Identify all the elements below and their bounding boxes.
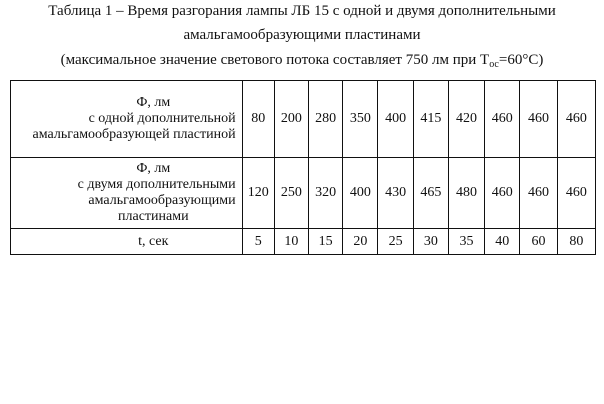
table-row bbox=[11, 81, 596, 158]
table-cell: 320 bbox=[309, 158, 343, 229]
caption-note-prefix: (максимальное значение светового потока составляет 750 лм при T bbox=[60, 52, 490, 68]
row-header-line: Ф, лм bbox=[136, 161, 171, 176]
table-cell: 15 bbox=[309, 229, 343, 255]
row-header-line: амальгамообразующими bbox=[88, 193, 236, 208]
table-cell: 120 bbox=[242, 158, 274, 229]
table-cell: 80 bbox=[557, 229, 595, 255]
row-header-one-plate bbox=[11, 81, 243, 158]
table-cell: 430 bbox=[378, 158, 413, 229]
row-header-line: с двумя дополнительными bbox=[77, 177, 236, 192]
table-cell: 350 bbox=[343, 81, 378, 158]
table-cell: 460 bbox=[485, 81, 520, 158]
table-cell: 480 bbox=[448, 158, 484, 229]
table-cell: 460 bbox=[485, 158, 520, 229]
row-header-line: t, сек bbox=[138, 233, 169, 249]
table-cell: 10 bbox=[274, 229, 308, 255]
row-header-line: Ф, лм bbox=[136, 95, 171, 110]
table-cell: 400 bbox=[343, 158, 378, 229]
table-cell: 280 bbox=[309, 81, 343, 158]
table-cell: 25 bbox=[378, 229, 413, 255]
table-row bbox=[11, 158, 596, 229]
table-cell: 20 bbox=[343, 229, 378, 255]
data-table bbox=[10, 80, 596, 255]
table-caption-subtitle: амальгамообразующими пластинами bbox=[183, 27, 421, 43]
table-cell: 5 bbox=[242, 229, 274, 255]
row-header-line: пластинами bbox=[118, 209, 189, 224]
table-cell: 460 bbox=[557, 158, 595, 229]
caption-note-subscript: ос bbox=[489, 59, 499, 70]
table-cell: 460 bbox=[520, 81, 557, 158]
table-cell: 460 bbox=[520, 158, 557, 229]
table-cell: 200 bbox=[274, 81, 308, 158]
table-cell: 60 bbox=[520, 229, 557, 255]
table-cell: 400 bbox=[378, 81, 413, 158]
table-cell: 420 bbox=[448, 81, 484, 158]
table-row bbox=[11, 229, 596, 255]
table-cell: 40 bbox=[485, 229, 520, 255]
row-header-two-plates bbox=[11, 158, 243, 229]
table-cell: 35 bbox=[448, 229, 484, 255]
table-cell: 460 bbox=[557, 81, 595, 158]
caption-note-suffix: =60°C) bbox=[498, 52, 544, 68]
table-cell: 465 bbox=[413, 158, 448, 229]
row-header-line: амальгамообразующей пластиной bbox=[32, 127, 236, 142]
table-caption-title: Таблица 1 – Время разгорания лампы ЛБ 15 с одной и двумя дополнительными bbox=[48, 3, 556, 19]
row-header-line: с одной дополнительной bbox=[88, 111, 236, 126]
table-caption-note bbox=[0, 51, 604, 69]
table-cell: 30 bbox=[413, 229, 448, 255]
row-header-time bbox=[11, 229, 243, 255]
table-cell: 250 bbox=[274, 158, 308, 229]
table-cell: 415 bbox=[413, 81, 448, 158]
table-cell: 80 bbox=[242, 81, 274, 158]
